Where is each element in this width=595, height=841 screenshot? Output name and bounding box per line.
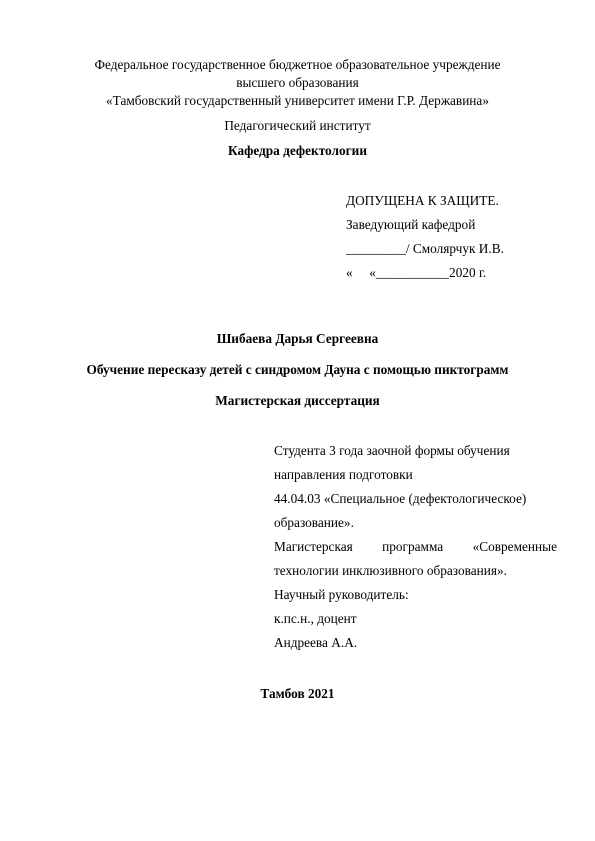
approval-signature: _________/ Смолярчук И.В. [346, 241, 504, 256]
supervisor-label: Научный руководитель: [274, 587, 409, 602]
program-line [274, 539, 557, 555]
work-type: Магистерская диссертация [215, 393, 380, 408]
student-line-4: образование». [274, 515, 354, 530]
approval-title: ДОПУЩЕНА К ЗАЩИТЕ. [346, 193, 499, 208]
department-name: Кафедра дефектологии [228, 143, 367, 158]
organization-line-1: Федеральное государственное бюджетное образовательное учреждение [94, 57, 501, 72]
organization-line-2: высшего образования [236, 75, 359, 90]
city-year: Тамбов 2021 [260, 686, 335, 701]
student-line-3: 44.04.03 «Специальное (дефектологическое) [274, 491, 527, 506]
supervisor-name: Андреева А.А. [274, 635, 358, 650]
program-word-1: Магистерская [274, 539, 353, 554]
program-word-3: «Современные [472, 539, 557, 554]
program-word-2: программа [382, 539, 444, 554]
approval-position: Заведующий кафедрой [346, 217, 476, 232]
thesis-title: Обучение пересказу детей с синдромом Дауна с помощью пиктограмм [86, 362, 509, 377]
student-line-1: Студента 3 года заочной формы обучения [274, 443, 510, 458]
university-name: «Тамбовский государственный университет имени Г.Р. Державина» [106, 93, 489, 108]
student-line-2: направления подготовки [274, 467, 413, 482]
student-line-6: технологии инклюзивного образования». [274, 563, 507, 578]
author-name: Шибаева Дарья Сергеевна [216, 331, 379, 346]
supervisor-degree: к.пс.н., доцент [274, 611, 357, 626]
institute-name: Педагогический институт [224, 118, 371, 133]
approval-date: « «___________2020 г. [346, 265, 487, 280]
